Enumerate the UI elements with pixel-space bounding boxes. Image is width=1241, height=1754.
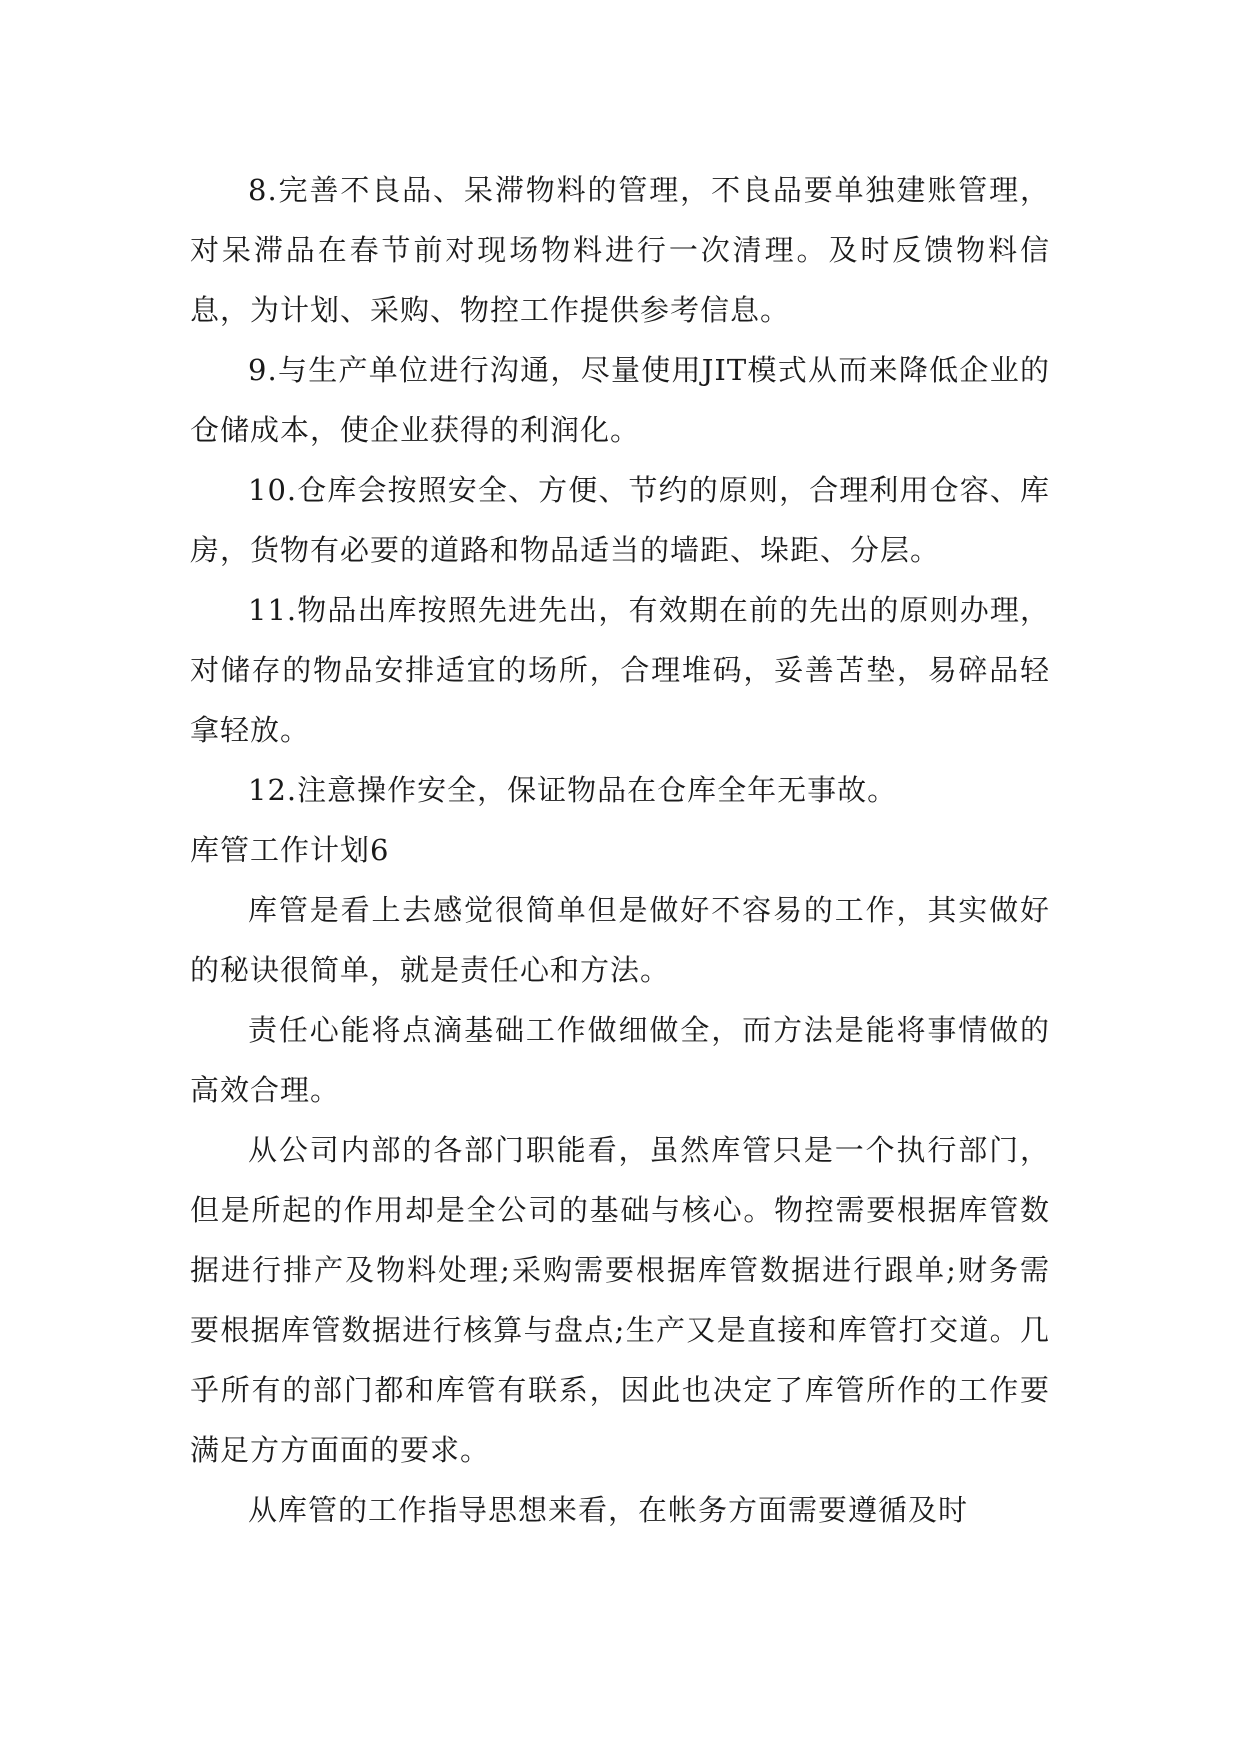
paragraph-item-11: 11.物品出库按照先进先出，有效期在前的先出的原则办理，对储存的物品安排适宜的场所，合理堆码，妥善苫垫，易碎品轻拿轻放。 <box>190 593 1050 747</box>
paragraph-item-10: 10.仓库会按照安全、方便、节约的原则，合理利用仓容、库房，货物有必要的道路和物品适当的墙距、垛距、分层。 <box>190 473 1050 567</box>
paragraph-item-12: 12.注意操作安全，保证物品在仓库全年无事故。 <box>248 773 898 807</box>
body-paragraph: 库管是看上去感觉很简单但是做好不容易的工作，其实做好的秘诀很简单，就是责任心和方法。 <box>190 893 1050 987</box>
body-paragraph: 从库管的工作指导思想来看，在帐务方面需要遵循及时 <box>248 1493 969 1527</box>
paragraph-item-9: 9.与生产单位进行沟通，尽量使用JIT模式从而来降低企业的仓储成本，使企业获得的利润化。 <box>190 353 1050 447</box>
body-paragraph: 从公司内部的各部门职能看，虽然库管只是一个执行部门，但是所起的作用却是全公司的基础与核心。物控需要根据库管数据进行排产及物料处理;采购需要根据库管数据进行跟单;财务需要根据库管数据进行核算与盘点;生产又是直接和库管打交道。几乎所有的部门都和库管有联系，因此也决定了库管所作的工作要满足方方面面的要求。 <box>190 1133 1050 1467</box>
paragraph-item-8: 8.完善不良品、呆滞物料的管理，不良品要单独建账管理，对呆滞品在春节前对现场物料进行一次清理。及时反馈物料信息，为计划、采购、物控工作提供参考信息。 <box>190 173 1050 327</box>
section-heading: 库管工作计划6 <box>190 833 390 867</box>
document-body <box>190 160 1050 1540</box>
body-paragraph: 责任心能将点滴基础工作做细做全，而方法是能将事情做的高效合理。 <box>190 1013 1050 1107</box>
